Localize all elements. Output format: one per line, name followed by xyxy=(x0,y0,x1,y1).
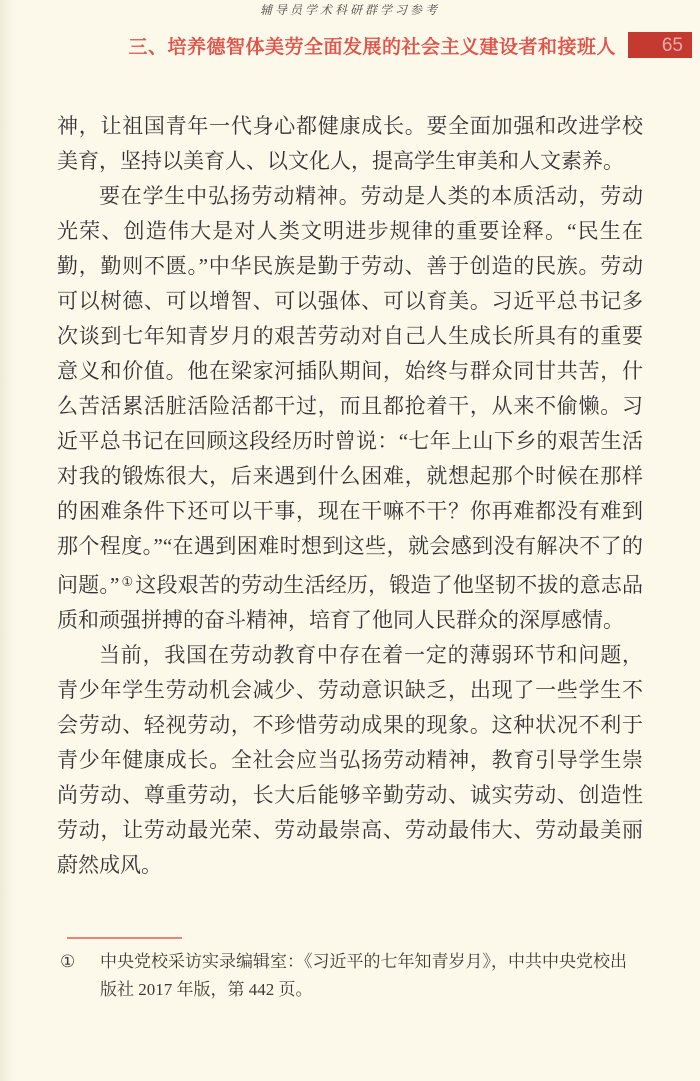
body-text xyxy=(57,109,643,883)
footnote-marker: ① xyxy=(60,952,76,971)
footnote-text: 中央党校采访实录编辑室：《习近平的七年知青岁月》，中共中央党校出版社 2017 年版，第 442 页。 xyxy=(100,952,627,999)
page-number-box xyxy=(628,32,692,58)
paragraph-text: 要在学生中弘扬劳动精神。劳动是人类的本质活动，劳动光荣、创造伟大是对人类文明进步规律的重要诠释。“民生在勤，勤则不匮。”中华民族是勤于劳动、善于创造的民族。劳动可以树德、可以增智、可以强体、可以育美。习近平总书记多次谈到七年知青岁月的艰苦劳动对自己人生成长所具有的重要意义和价值。他在梁家河插队期间，始终与群众同甘共苦，什么苦活累活脏活险活都干过，而且都抢着干，从来不偷懒。习近平总书记在回顾这段经历时曾说：“七年上山下乡的艰苦生活对我的锻炼很大，后来遇到什么困难，就想起那个时候在那样的困难条件下还可以干事，现在干嘛不干？你再难都没有难到那个程度。”“在遇到困难时想到这些，就会感到没有解决不了的问题。” xyxy=(57,184,643,597)
running-header: 辅导员学术科研群学习参考 xyxy=(259,3,440,17)
chapter-heading: 三、培养德智体美劳全面发展的社会主义建设者和接班人 xyxy=(128,36,616,58)
paragraph-text: 这段艰苦的劳动生活经历，锻造了他坚韧不拔的意志品质和顽强拼搏的奋斗精神，培育了他同人民群众的深厚感情。 xyxy=(57,573,644,632)
paragraph-text: 神，让祖国青年一代身心都健康成长。要全面加强和改进学校美育，坚持以美育人、以文化人，提高学生审美和人文素养。 xyxy=(57,114,643,173)
chapter-header-row xyxy=(0,31,692,59)
body-paragraph xyxy=(57,638,643,883)
page-number: 65 xyxy=(661,34,683,56)
paragraph-text: 当前，我国在劳动教育中存在着一定的薄弱环节和问题，青少年学生劳动机会减少、劳动意识缺乏，出现了一些学生不会劳动、轻视劳动，不珍惜劳动成果的现象。这种状况不利于青少年健康成长。全社会应当弘扬劳动精神，教育引导学生崇尚劳动、尊重劳动，长大后能够辛勤劳动、诚实劳动、创造性劳动，让劳动最光荣、劳动最崇高、劳动最伟大、劳动最美丽蔚然成风。 xyxy=(57,643,643,877)
body-paragraph xyxy=(57,109,643,179)
footnote-ref-marker: ① xyxy=(121,574,134,589)
body-paragraph xyxy=(57,179,643,638)
footnote xyxy=(57,948,627,1004)
footnote-divider xyxy=(67,937,182,939)
